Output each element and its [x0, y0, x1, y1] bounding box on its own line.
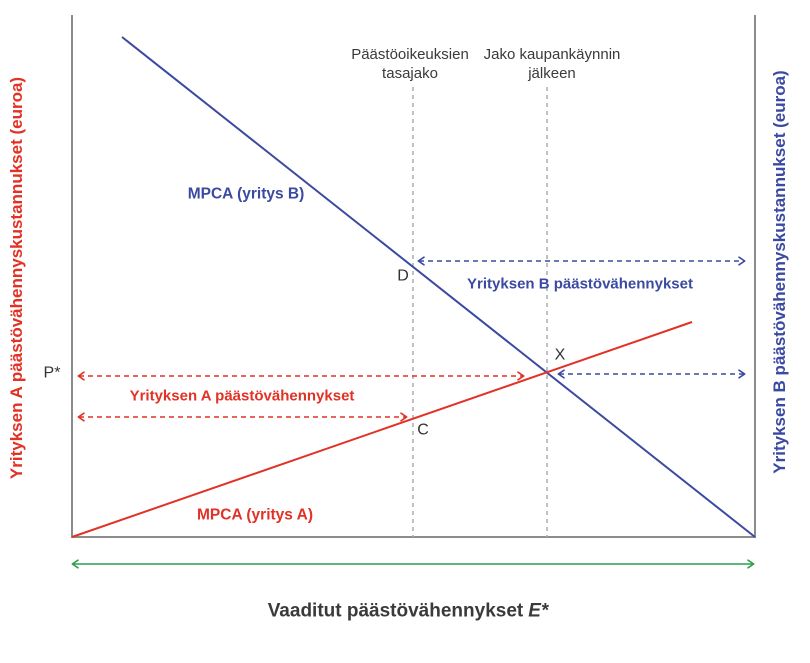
mpca-line-a — [72, 322, 692, 537]
equal-allocation-label-line2: tasajako — [382, 65, 438, 82]
point-label-c: C — [417, 421, 429, 439]
x-axis-title-variable: E* — [528, 600, 549, 622]
firm-b-reductions-label: Yrityksen B päästövähennykset — [467, 275, 693, 293]
equal-allocation-label-line1: Päästöoikeuksien — [351, 46, 469, 63]
x-axis-title — [268, 602, 549, 621]
right-axis-title: Yrityksen B päästövähennyskustannukset (euroa) — [770, 70, 789, 474]
mpca-b-line-label: MPCA (yritys B) — [187, 185, 305, 203]
point-label-d: D — [397, 267, 409, 285]
after-trade-allocation-label — [484, 45, 621, 83]
x-axis-title-text: Vaaditut päästövähennykset — [267, 600, 524, 622]
point-label-x: X — [554, 346, 566, 364]
after-trade-allocation-label-line1: Jako kaupankäynnin — [483, 46, 621, 63]
left-axis-title: Yrityksen A päästövähennyskustannukset (euroa) — [7, 76, 26, 480]
equal-allocation-label — [351, 45, 469, 83]
price-label-p-star: P* — [43, 364, 61, 382]
firm-a-reductions-label: Yrityksen A päästövähennykset — [129, 387, 355, 405]
mpca-a-line-label: MPCA (yritys A) — [197, 506, 313, 524]
after-trade-allocation-label-line2: jälkeen — [528, 65, 576, 82]
